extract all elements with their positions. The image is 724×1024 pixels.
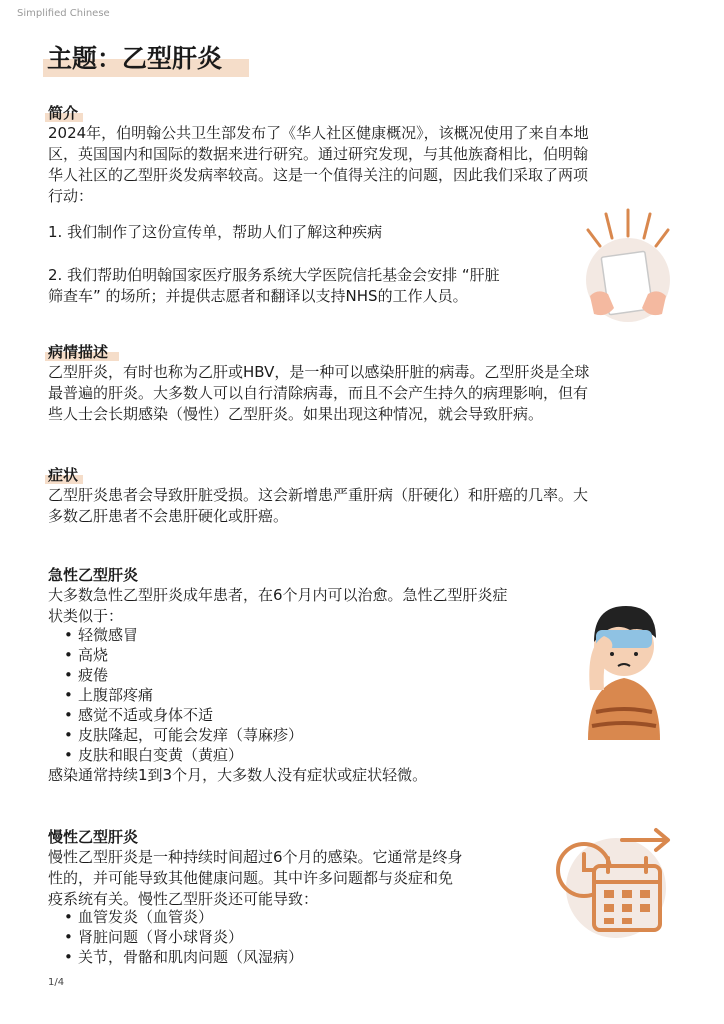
sick-person-icon	[574, 590, 674, 745]
list-item: • 皮肤隆起，可能会发痒（荨麻疹）	[48, 725, 303, 745]
page-title-block	[47, 42, 222, 76]
acute-closing: 感染通常持续1到3个月，大多数人没有症状或症状轻微。	[48, 766, 428, 784]
acute-paragraph: 大多数急性乙型肝炎成年患者，在6个月内可以治愈。急性乙型肝炎症 状类似于：	[48, 586, 508, 625]
flyer-hands-icon	[578, 208, 678, 328]
list-item: • 高烧	[48, 645, 303, 665]
heading-acute: 急性乙型肝炎	[48, 566, 139, 584]
list-item: • 关节，骨骼和肌肉问题（风湿病）	[48, 947, 303, 967]
page-number: 1/4	[48, 977, 65, 988]
list-item: • 感觉不适或身体不适	[48, 705, 303, 725]
list-item: • 上腹部疼痛	[48, 685, 303, 705]
heading-intro: 简介	[48, 104, 78, 122]
heading-symptoms: 症状	[48, 466, 78, 484]
heading-description: 病情描述	[48, 343, 108, 361]
list-item: • 疲倦	[48, 665, 303, 685]
intro-action-1: 1. 我们制作了这份宣传单，帮助人们了解这种疾病	[48, 223, 383, 241]
chronic-paragraph: 慢性乙型肝炎是一种持续时间超过6个月的感染。它通常是终身 性的，并可能导致其他健康问题。其中许多问题都与炎症和免 疫系统有关。慢性乙型肝炎还可能导致：	[48, 848, 463, 908]
intro-action-2: 2. 我们帮助伯明翰国家医疗服务系统大学医院信托基金会安排 “肝脏 筛查车” 的场所；并提供志愿者和翻译以支持NHS的工作人员。	[48, 266, 500, 305]
page-title: 主题：乙型肝炎	[47, 44, 223, 73]
language-label: Simplified Chinese	[17, 8, 110, 19]
list-item: • 皮肤和眼白变黄（黄疸）	[48, 745, 303, 765]
heading-chronic: 慢性乙型肝炎	[48, 828, 139, 846]
calendar-clock-icon	[550, 822, 676, 944]
list-item: • 肾脏问题（肾小球肾炎）	[48, 927, 303, 947]
acute-symptom-list	[48, 625, 303, 765]
list-item: • 轻微感冒	[48, 625, 303, 645]
symptoms-paragraph: 乙型肝炎患者会导致肝脏受损。这会新增患严重肝病（肝硬化）和肝癌的几率。大 多数乙肝患者不会患肝硬化或肝癌。	[48, 486, 589, 525]
chronic-complication-list	[48, 907, 303, 967]
description-paragraph: 乙型肝炎，有时也称为乙肝或HBV，是一种可以感染肝脏的病毒。乙型肝炎是全球 最普遍的肝炎。大多数人可以自行清除病毒，而且不会产生持久的病理影响，但有 些人士会长期感染（慢性）乙型肝炎。如果出现这种情况，就会导致肝病。	[48, 363, 590, 423]
list-item: • 血管发炎（血管炎）	[48, 907, 303, 927]
intro-paragraph: 2024年，伯明翰公共卫生部发布了《华人社区健康概况》，该概况使用了来自本地 区，英国国内和国际的数据来进行研究。通过研究发现，与其他族裔相比，伯明翰 华人社区的乙型肝炎发病率较高。这是一个值得关注的问题，因此我们采取了两项 行动：	[48, 124, 589, 205]
